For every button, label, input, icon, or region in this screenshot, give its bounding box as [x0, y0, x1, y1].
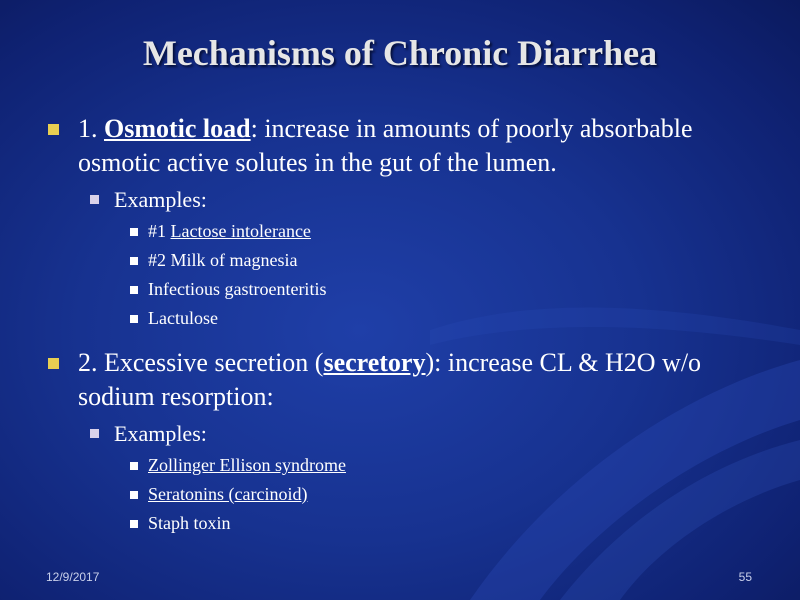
square-bullet-icon	[130, 228, 138, 236]
square-bullet-icon	[130, 286, 138, 294]
square-bullet-icon	[48, 358, 59, 369]
square-bullet-icon	[130, 491, 138, 499]
slide-content	[46, 112, 766, 541]
square-bullet-icon	[130, 462, 138, 470]
square-bullet-icon	[90, 195, 99, 204]
example-lactose-intolerance: #1 Lactose intolerance	[46, 220, 766, 243]
example-infectious-gastroenteritis: Infectious gastroenteritis	[46, 278, 766, 301]
square-bullet-icon	[130, 315, 138, 323]
bullet-osmotic-load: 1. Osmotic load: increase in amounts of poorly absorbable osmotic active solutes in the gut of the lumen.	[46, 112, 766, 180]
term-secretory: secretory	[323, 348, 426, 377]
bullet-excessive-secretion: 2. Excessive secretion (secretory): increase CL & H2O w/o sodium resorption:	[46, 346, 766, 414]
example-zollinger-ellison: Zollinger Ellison syndrome	[46, 454, 766, 477]
term-osmotic-load: Osmotic load	[104, 114, 251, 143]
footer-date: 12/9/2017	[46, 570, 100, 584]
example-lactulose: Lactulose	[46, 307, 766, 330]
page-number: 55	[738, 570, 752, 584]
example-milk-of-magnesia: #2 Milk of magnesia	[46, 249, 766, 272]
slide-title: Mechanisms of Chronic Diarrhea	[142, 33, 658, 73]
square-bullet-icon	[130, 520, 138, 528]
example-seratonins: Seratonins (carcinoid)	[46, 483, 766, 506]
square-bullet-icon	[90, 429, 99, 438]
square-bullet-icon	[48, 124, 59, 135]
example-staph-toxin: Staph toxin	[46, 512, 766, 535]
sub-bullet-examples: Examples:	[46, 420, 766, 448]
square-bullet-icon	[130, 257, 138, 265]
sub-bullet-examples: Examples:	[46, 186, 766, 214]
